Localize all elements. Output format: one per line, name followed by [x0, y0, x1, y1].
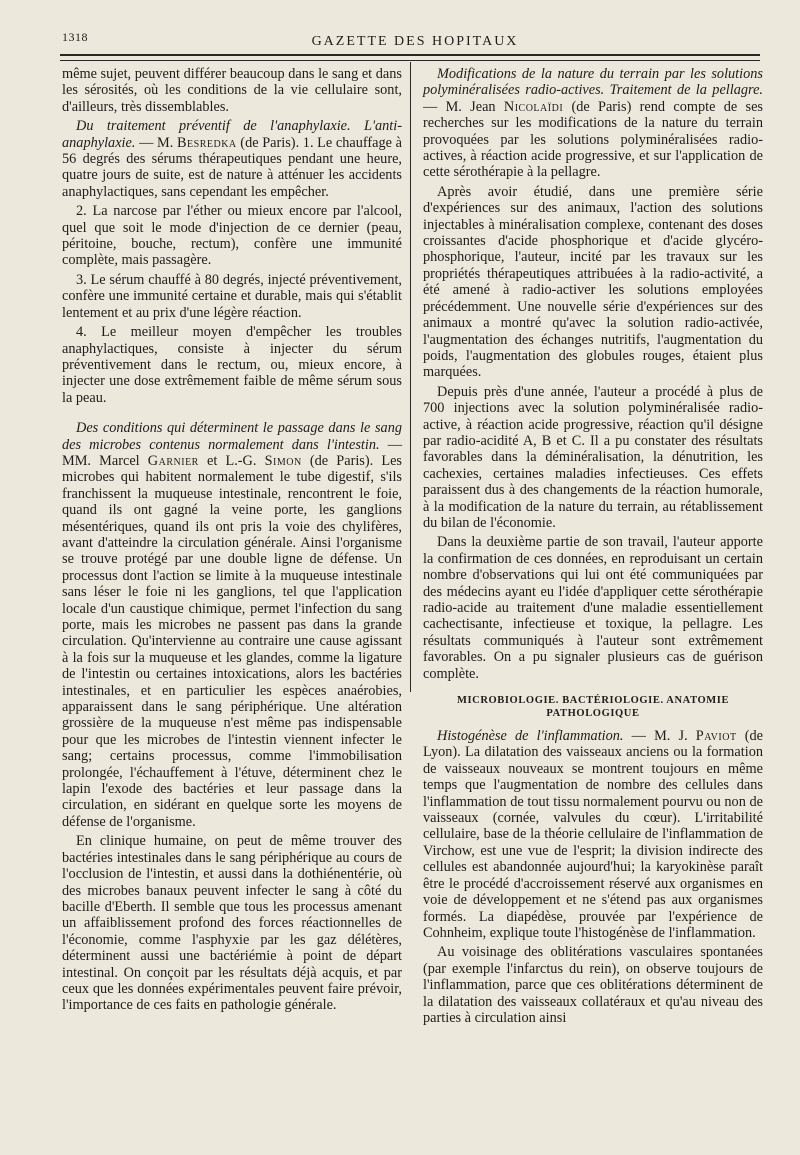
left-column — [62, 66, 402, 1017]
article-heading: Des conditions qui déterminent le passage dans le sang des microbes contenus normalement dans l'intestin. — [62, 420, 402, 453]
author-name: Besredka — [177, 134, 237, 151]
paragraph-clinique: En clinique humaine, on peut de même trouver des bactéries intestinales dans le sang périphérique au cours de l'occlusion de l'intestin, et aussi dans la dothiénentérie, où des microbes banaux peuvent infecter le sang à côté du bacille d'Eberth. Il semble que tous les processus amenant un affaiblissement profond des forces réactionnelles de l'économie, comme l'asphyxie par les gaz délétères, déterminent aussi une bactériémie à point de départ intestinal. On conçoit par les résultats déjà acquis, et par ceux que les données expérimentales peuvent faire prévoir, l'importance de ces faits en pathologie générale. — [62, 833, 402, 1014]
running-title: GAZETTE DES HOPITAUX — [311, 34, 519, 49]
article-body: (de Paris). Les microbes qui habitent normalement le tube digestif, s'ils franchissent la muqueuse intestinale, rencontrent le foie, quand ils ont gagné la veine porte, les ganglions mésentériques, quand ils ont pris la voie des chylifères, avant d'atteindre la circulation générale. Ainsi l'organisme se trouve protégé par une double ligne de défense. Un processus dont l'action se limite à la muqueuse intestinale sans léser le foie ni les ganglions, tel que l'application locale d'un caustique chimique, permet l'infection du sang porte, mais les microbes ne passent pas dans la grande circulation. Qu'intervienne au contraire une cause agissant à la fois sur la muqueuse et les glandes, comme la ligature de l'intestin ou certaines intoxications, alors les bactéries intestinales, et en particulier les espèces anaérobies, apparaissent dans le sang périphérique. Une altération grossière de la muqueuse n'est même pas indispensable pour que les microbes de l'intestin viennent infecter le sang; certains processus, comme l'immobilisation prolongée, l'échauffement à l'étuve, déterminent chez le lapin l'exode des bactéries et leur passage dans la circulation, en sidérant en quelque sorte les moyens de défense de l'organisme. — [62, 452, 402, 830]
article-terrain: Modifications de la nature du terrain par les solutions polyminéralisées radio-actives. Traitement de la pellagre. — M. Jean Nicolaïdi (de Paris) rend compte de ses recherches sur les modifications de la nature du terrain provoquées par les solutions polyminéralisées radio-actives, à réaction acide progressive, et sur l'application de cette sérothérapie à la pellagre. — [423, 66, 763, 181]
author-name: Nicolaïdi — [503, 98, 564, 115]
article-body: (de Lyon). La dilatation des vaisseaux anciens ou la formation de vaisseaux nouveaux se montrent toujours en même temps que l'augmentation de nombre des cellules dans l'inflammation de tout tissu normalement pourvu ou non de vaisseaux (cornée, valvules du cœur). L'irritabilité cellulaire, base de la théorie cellulaire de l'inflammation de Virchow, est une vue de l'esprit; la division indirecte des cellules est abandonnée aujourd'hui; la karyokinèse paraît être le procédé d'accroissement réservé aux organismes en voie de développement et ne s'étend pas aux organismes formés. La diapédèse, prouvée par l'expérience de Cohnheim, explique toute l'histogénèse de l'inflammation. — [423, 728, 763, 941]
article-heading: Du traitement préventif de l'anaphylaxie. L'anti-anaphylaxie. — [62, 118, 402, 151]
author-name: Simon — [264, 452, 302, 469]
column-divider — [410, 62, 411, 692]
article-anaphylaxie: Du traitement préventif de l'anaphylaxie. L'anti-anaphylaxie. — M. Besredka (de Paris). 1. Le chauffage à 56 degrés des sérums thérapeutiques pendant une heure, quatre jours de suite, est de nature à atténuer les accidents anaphylactiques, sans cependant les empêcher. — [62, 118, 402, 200]
article-heading: Histogénèse de l'inflammation. — [437, 728, 624, 745]
right-column — [423, 66, 763, 1029]
article-microbes: Des conditions qui déterminent le passage dans le sang des microbes contenus normalement dans l'intestin. — MM. Marcel Garnier et L.-G. Simon (de Paris). Les microbes qui habitent normalement le tube digestif, s'ils franchissent la muqueuse intestinale, rencontrent le foie, quand ils ont gagné la veine porte, les ganglions mésentériques, quand ils ont pris la voie des chylifères, avant d'atteindre la circulation générale. Ainsi l'organisme se trouve protégé par une double ligne de défense. Un processus dont l'action se limite à la muqueuse intestinale sans léser le foie ni les ganglions, tel que l'application locale d'un caustique chimique, permet l'infection du sang porte, mais les microbes ne passent pas dans la grande circulation. Qu'intervienne au contraire une cause agissant à la fois sur la muqueuse et les glandes, comme la ligature de l'intestin ou certaines intoxications, alors les bactéries intestinales, et en particulier les espèces anaérobies, apparaissent dans le sang périphérique. Une altération grossière de la muqueuse n'est même pas indispensable pour que les microbes de l'intestin viennent infecter le sang; certains processus, comme l'immobilisation prolongée, l'échauffement à l'étuve, déterminent chez le lapin l'exode des bactéries et leur passage dans la circulation, en sidérant en quelque sorte les moyens de défense de l'organisme. — [62, 420, 402, 830]
article-body: (de Paris) rend compte de ses recherches sur les modifications de la nature du terrain provoquées par les solutions polyminéralisées radio-actives, à réaction acide progressive, et sur l'application de cette sérothérapie à la pellagre. — [423, 98, 763, 181]
paragraph-annee: Depuis près d'une année, l'auteur a procédé à plus de 700 injections avec la solution polyminéralisée radio-active, à réaction acide progressive, réaction qu'il désigne par radio-acidité A, B et C. Il a pu constater des résultats favorables dans la déminéralisation, la dénutrition, les cachexies, certaines maladies infectieuses. Ces effets paraissent dus à des changements de la réaction humorale, à la modification de la nature du terrain, au rétablissement du bilan de l'économie. — [423, 383, 763, 531]
paragraph-item-3: 3. Le sérum chauffé à 80 degrés, injecté préventivement, confère une immunité certaine et durable, mais qui s'établit lentement et au prix d'une légère réaction. — [62, 271, 402, 321]
article-heading: Modifications de la nature du terrain par les solutions polyminéralisées radio-actives. Traitement de la pellagre. — [423, 66, 763, 99]
paragraph-deuxieme: Dans la deuxième partie de son travail, l'auteur apporte la confirmation de ces données, en reproduisant un certain nombre d'observations qui lui ont été communiquées par des médecins ayant eu l'idée d'appliquer cette sérothérapie radio-acide au traitement d'une maladie essentiellement cachectisante, infectieuse et toxique, la pellagre. Les résultats communiqués à l'auteur sont extrêmement favorables. On a pu signaler plusieurs cas de guérison complète. — [423, 534, 763, 682]
paragraph-item-4: 4. Le meilleur moyen d'empêcher les troubles anaphylactiques, consiste à injecter du sérum préventivement dans le rectum, ou, mieux encore, à injecter une dose extrêmement faible de même sérum sous la peau. — [62, 324, 402, 406]
paragraph-voisinage: Au voisinage des oblitérations vasculaires spontanées (par exemple l'infarctus du rein), on observe toujours de l'inflammation, parce que ces oblitérations déterminent de la dilatation des vaisseaux collatéraux et qu'au niveau des parties à circulation ainsi — [423, 944, 763, 1026]
section-heading: MICROBIOLOGIE. BACTÉRIOLOGIE. ANATOMIE PATHOLOGIQUE — [456, 695, 730, 720]
header-rule — [60, 54, 760, 61]
paragraph-item-2: 2. La narcose par l'éther ou mieux encore par l'alcool, quel que soit le mode d'injection de ce dernier (peau, péritoine, bouche, rectum), confère une immunité complète, mais passagère. — [62, 203, 402, 269]
author-name: Garnier — [147, 452, 199, 469]
paragraph-etudie: Après avoir étudié, dans une première série d'expériences sur des animaux, l'action des solutions injectables à minéralisation complexe, contenant des doses croissantes d'acide phosphorique et d'acide glycéro-phosphorique, l'auteur, incité par les travaux sur les propriétés thérapeutiques attribuées à la radio-activité, a été amené à radio-activer les solutions employées précédemment. Une nouvelle série d'expériences sur des animaux a montré qu'avec la solution radio-activée, l'augmentation des échanges nutritifs, l'augmentation du poids, l'augmentation des globules rouges, étaient plus marquées. — [423, 183, 763, 381]
author-name: Paviot — [695, 728, 737, 745]
page-number: 1318 — [62, 30, 88, 44]
article-histogenese: Histogénèse de l'inflammation. — M. J. Paviot (de Lyon). La dilatation des vaisseaux anciens ou la formation de vaisseaux nouveaux se montrent toujours en même temps que l'augmentation de nombre des cellules dans l'inflammation de tout tissu normalement pourvu ou non de vaisseaux (cornée, valvules du cœur). L'irritabilité cellulaire, base de la théorie cellulaire de l'inflammation de Virchow, est une vue de l'esprit; la division indirecte des cellules est abandonnée aujourd'hui; la karyokinèse paraît être le procédé d'accroissement réservé aux organismes en voie de développement et ne s'étend pas aux organismes formés. La diapédèse, prouvée par l'expérience de Cohnheim, explique toute l'histogénèse de l'inflammation. — [423, 728, 763, 941]
article-body: (de Paris). 1. Le chauffage à 56 degrés des sérums thérapeutiques pendant une heure, quatre jours de suite, est de nature à atténuer les accidents anaphylactiques, sans cependant les empêcher. — [62, 134, 402, 200]
paragraph-continuation: même sujet, peuvent différer beaucoup dans le sang et dans les sérosités, où les conditions de la vie cellulaire sont, d'ailleurs, très dissemblables. — [62, 66, 402, 115]
